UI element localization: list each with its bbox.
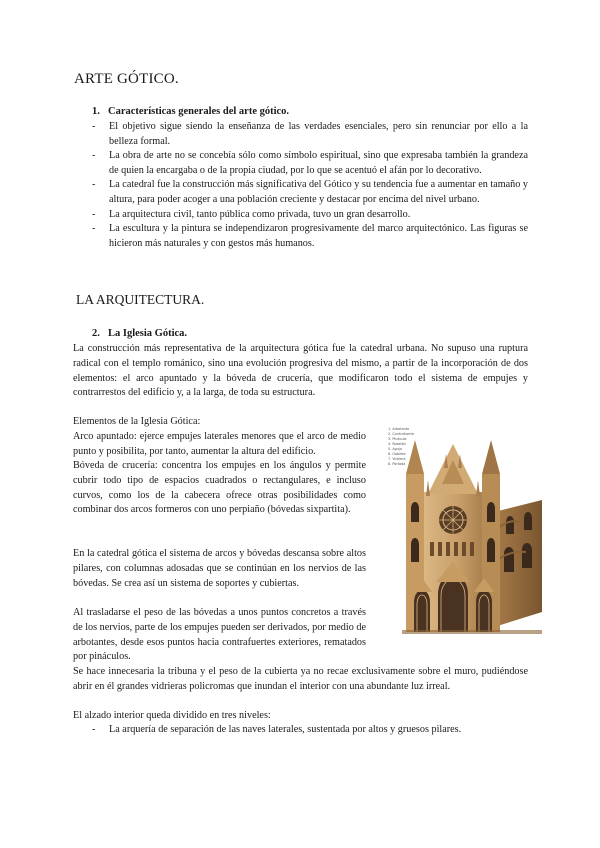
legend-item: 7. Vidriera bbox=[388, 457, 406, 461]
section-1-number: 1. bbox=[92, 106, 100, 117]
page-title: ARTE GÓTICO. bbox=[74, 71, 179, 87]
section-2-heading bbox=[92, 328, 187, 339]
legend-item: 8. Portada bbox=[388, 462, 406, 466]
list-item: - La catedral fue la construcción más significativa del Gótico y su tendencia fue a aumentar en tamaño y altura, para poder acoger a una población creciente y destacar por encima del nivel urbano. bbox=[92, 178, 528, 207]
alzado-paragraph: El alzado interior queda dividido en tres niveles: bbox=[73, 710, 271, 721]
legend-item: 5. Aguja bbox=[388, 447, 402, 451]
cathedral-illustration bbox=[386, 422, 542, 644]
alzado-list bbox=[92, 723, 528, 738]
list-item: - El objetivo sigue siendo la enseñanza de las verdades esenciales, pero sin renunciar por ello a la belleza formal. bbox=[92, 120, 528, 149]
sistema-paragraph: En la catedral gótica el sistema de arcos y bóvedas descansa sobre altos pilares, con columnas adosadas que se continúan en los nervios de las bóvedas. Se crea así un sistema de soportes y cubiertas. bbox=[73, 548, 366, 589]
boveda-cruceria-paragraph: Bóveda de crucería: concentra los empujes en los ángulos y permite cubrir todo tipo de espacios cuadrados o rectangulares, e incluso curvos, como los de la cabecera ofrece otras posibilidades como combinar dos arcos formeros con uno perpiaño (bóvedas sixpartita). bbox=[73, 460, 366, 516]
intro-paragraph: La construcción más representativa de la arquitectura gótica fue la catedral urbana. No supuso una ruptura radical con el templo románico, sino una evolución progresiva del mismo, a partir de la incorporación de dos elementos: el arco apuntado y la bóveda de crucería, que modificaron todo el sistema de empujes y contrarrestos del edificio y, a la larga, de toda su estructura. bbox=[73, 343, 528, 399]
list-item: - La escultura y la pintura se independizaron progresivamente del marco arquitectónico. Las figuras se hicieron más naturales y con gestos más humanos. bbox=[92, 222, 528, 251]
legend-item: 2. Contrafuerte bbox=[388, 432, 414, 436]
elements-label: Elementos de la Iglesia Gótica: bbox=[73, 416, 201, 427]
section-2-title: La Iglesia Gótica. bbox=[108, 328, 188, 339]
traslado-paragraph: Al trasladarse el peso de las bóvedas a unos puntos concretos a través de los nervios, parte de los empujes pueden ser derivados, por medio de arbotantes, desde esos puntos hacia contrafuertes exteriores, rematados por pináculos. bbox=[73, 607, 366, 663]
tribuna-paragraph: Se hace innecesaria la tribuna y el peso de la cubierta ya no recae exclusivamente sobre el muro, pudiéndose abrir en él grandes vidrieras policromas que inundan el interior con una abundante luz irreal. bbox=[73, 666, 528, 692]
section-2-number: 2. bbox=[92, 328, 100, 339]
legend-item: 1. Arbotante bbox=[388, 427, 410, 431]
legend-item: 6. Gablete bbox=[388, 452, 406, 456]
section-1-list bbox=[92, 120, 528, 251]
cathedral-drawing bbox=[386, 422, 542, 644]
list-item: - La arquería de separación de las naves laterales, sustentada por altos y gruesos pilares. bbox=[92, 723, 528, 738]
section-heading-arquitectura: LA ARQUITECTURA. bbox=[76, 292, 205, 307]
section-1-heading bbox=[92, 106, 289, 117]
legend-item: 4. Rosetón bbox=[388, 442, 406, 446]
arco-apuntado-paragraph: Arco apuntado: ejerce empujes laterales menores que el arco de medio punto y posibilita, por tanto, aumentar la altura del edificio. bbox=[73, 431, 366, 457]
list-item: - La obra de arte no se concebía sólo como símbolo espiritual, sino que expresaba también la grandeza de quien la encargaba o de la propia ciudad, por lo que se acentuó el afán por lo decorativo. bbox=[92, 149, 528, 178]
legend-item: 3. Pináculo bbox=[388, 437, 407, 441]
list-item: - La arquitectura civil, tanto pública como privada, tuvo un gran desarrollo. bbox=[92, 208, 528, 223]
section-1-title: Características generales del arte gótico. bbox=[108, 106, 290, 117]
